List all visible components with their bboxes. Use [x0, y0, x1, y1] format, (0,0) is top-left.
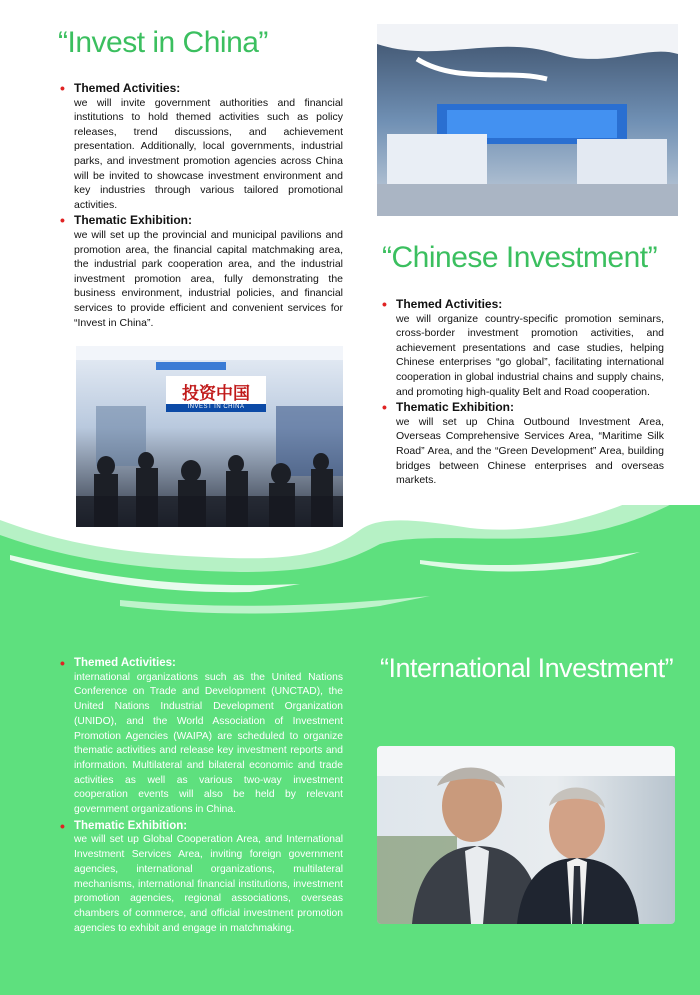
international-investment-section	[60, 655, 343, 936]
paragraph-themed-activities: we will invite government authorities and financial institutions to hold themed activities such as policy releases, trend discussions, and achievement presentation. Additionally, local governments, industrial parks, and investment promotion agencies across China will be invited to showcase investment environment and key industries through various tailored promotional activities.	[74, 96, 343, 211]
heading-thematic-exhibition: Thematic Exhibition:	[396, 400, 515, 415]
booth-sign-english: INVEST IN CHINA	[187, 404, 245, 410]
bullet-heading	[60, 81, 343, 96]
heading-themed-activities: Themed Activities:	[396, 297, 503, 311]
crowd-booth-photo	[76, 346, 343, 527]
invest-in-china-title: “Invest in China”	[58, 26, 268, 59]
invest-in-china-section	[60, 80, 343, 330]
bullet-heading	[382, 400, 664, 415]
bullet-heading	[382, 297, 664, 312]
heading-thematic-exhibition: Thematic Exhibition:	[74, 213, 193, 228]
bullet-heading	[60, 819, 343, 834]
paragraph-themed-activities: we will organize country-specific promotion seminars, cross-border investment promotion activities, and achievement presentations and case studies, helping Chinese enterprises “go global”, facilitating international cooperation in global industrial chains and supply chains, and promoting high-quality Belt and Road cooperation.	[396, 312, 664, 398]
chinese-investment-section	[382, 296, 664, 488]
booth-sign-chinese: 投资中国	[182, 384, 250, 404]
paragraph-thematic-exhibition: we will set up the provincial and municipal pavilions and promotion area, the financial capital matchmaking area, the industrial park cooperation area, and the industrial investment promotion area, fully demonstrating the business environment, industrial policies, and financial services to provide efficient and convenient services for “Invest in China”.	[74, 228, 343, 329]
heading-themed-activities: Themed Activities:	[74, 657, 176, 669]
bullet-icon: •	[382, 399, 387, 416]
paragraph-thematic-exhibition: we will set up China Outbound Investment Area, Overseas Comprehensive Services Area, “Maritime Silk Road” Area, and the “Green Development” Area, building bridges between Chinese enterprises and overseas markets.	[396, 415, 664, 487]
bullet-icon: •	[60, 80, 65, 96]
bullet-heading	[60, 656, 343, 671]
bullet-icon: •	[60, 817, 65, 834]
bullet-heading	[60, 213, 343, 228]
bullet-icon: •	[382, 296, 387, 312]
paragraph-themed-activities: international organizations such as the United Nations Conference on Trade and Development (UNCTAD), the United Nations Industrial Development Organization (UNIDO), and the World Association of Investment Promotion Agencies (WAIPA) are scheduled to organize thematic activities and release key investment reports and information. Multilateral and bilateral economic and trade activities as well as various two-way investment cooperation events will also be held by relevant government organizations in China.	[74, 671, 343, 816]
heading-themed-activities: Themed Activities:	[74, 81, 181, 95]
paragraph-thematic-exhibition: we will set up Global Cooperation Area, and International Investment Services Area, inviting foreign government agencies, international organizations, multilateral mechanisms, international financial institutions, investment promotion agencies, regional associations, overseas chambers of commerce, and official investment promotion agencies to exhibit and engage in matchmaking.	[74, 834, 343, 934]
exhibition-hall-photo	[377, 24, 678, 216]
heading-thematic-exhibition: Thematic Exhibition:	[74, 819, 188, 832]
bullet-icon: •	[60, 212, 65, 229]
delegates-conversation-photo	[377, 746, 675, 924]
international-investment-title: “International Investment”	[380, 653, 674, 683]
chinese-investment-title: “Chinese Investment”	[382, 241, 658, 274]
bullet-icon: •	[60, 655, 65, 671]
